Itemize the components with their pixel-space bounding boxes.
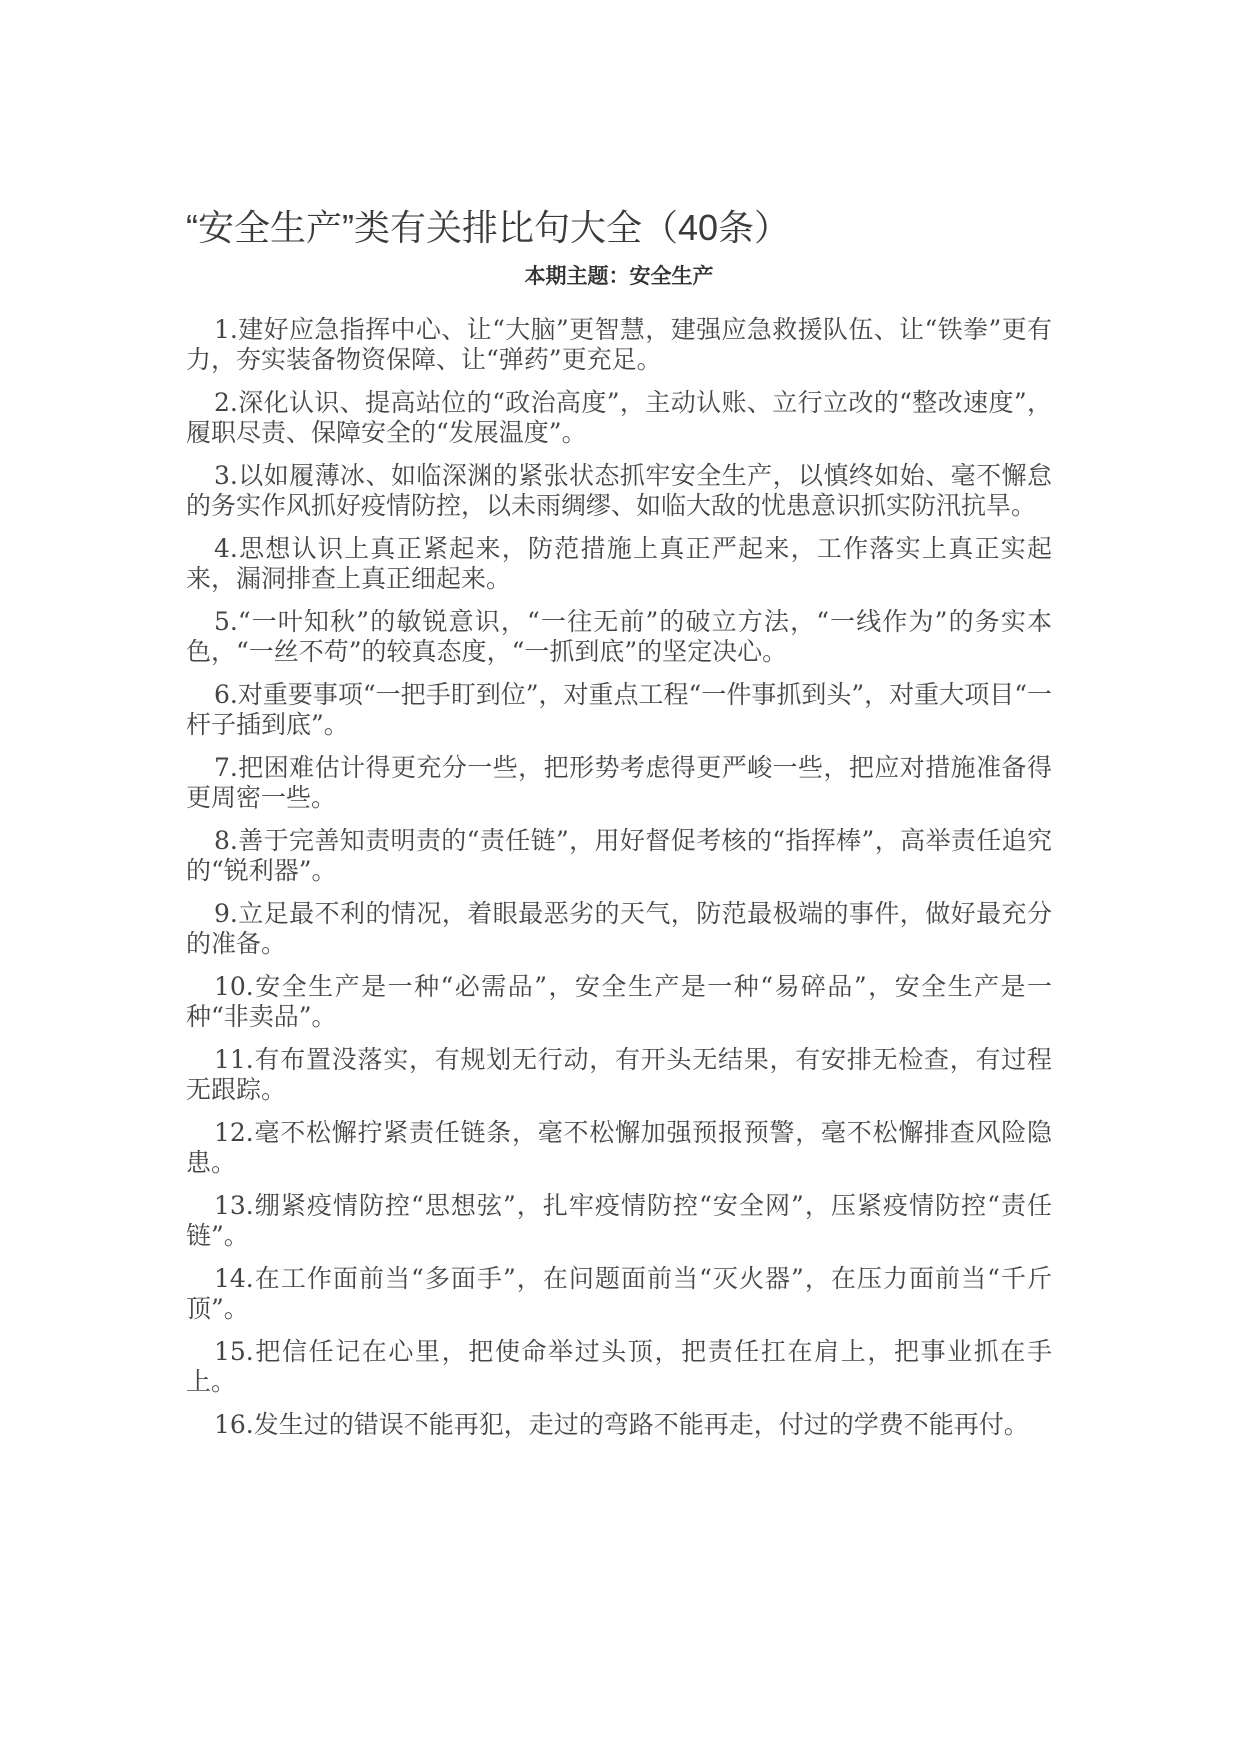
list-item: 4.思想认识上真正紧起来，防范措施上真正严起来，工作落实上真正实起来，漏洞排查上真正细起来。 xyxy=(186,534,1052,593)
list-item: 15.把信任记在心里，把使命举过头顶，把责任扛在肩上，把事业抓在手上。 xyxy=(186,1337,1052,1396)
list-item: 5.“一叶知秋”的敏锐意识，“一往无前”的破立方法，“一线作为”的务实本色，“一丝不苟”的较真态度，“一抓到底”的坚定决心。 xyxy=(186,607,1052,666)
list-item: 3.以如履薄冰、如临深渊的紧张状态抓牢安全生产，以慎终如始、毫不懈怠的务实作风抓好疫情防控，以未雨绸缪、如临大敌的忧患意识抓实防汛抗旱。 xyxy=(186,461,1052,520)
list-item: 14.在工作面前当“多面手”，在问题面前当“灭火器”，在压力面前当“千斤顶”。 xyxy=(186,1264,1052,1323)
document-subtitle: 本期主题：安全生产 xyxy=(524,265,714,288)
list-item: 1.建好应急指挥中心、让“大脑”更智慧，建强应急救援队伍、让“铁拳”更有力，夯实装备物资保障、让“弹药”更充足。 xyxy=(186,315,1052,374)
list-item: 12.毫不松懈拧紧责任链条，毫不松懈加强预报预警，毫不松懈排查风险隐患。 xyxy=(186,1118,1052,1177)
list-item: 9.立足最不利的情况，着眼最恶劣的天气，防范最极端的事件，做好最充分的准备。 xyxy=(186,899,1052,958)
document-body xyxy=(186,315,1052,1453)
list-item: 13.绷紧疫情防控“思想弦”，扎牢疫情防控“安全网”，压紧疫情防控“责任链”。 xyxy=(186,1191,1052,1250)
list-item: 8.善于完善知责明责的“责任链”，用好督促考核的“指挥棒”，高举责任追究的“锐利器”。 xyxy=(186,826,1052,885)
list-item: 11.有布置没落实，有规划无行动，有开头无结果，有安排无检查，有过程无跟踪。 xyxy=(186,1045,1052,1104)
list-item: 7.把困难估计得更充分一些，把形势考虑得更严峻一些，把应对措施准备得更周密一些。 xyxy=(186,753,1052,812)
list-item: 16.发生过的错误不能再犯，走过的弯路不能再走，付过的学费不能再付。 xyxy=(214,1410,1029,1439)
list-item: 10.安全生产是一种“必需品”，安全生产是一种“易碎品”，安全生产是一种“非卖品”。 xyxy=(186,972,1052,1031)
document-title: “安全生产”类有关排比句大全（40条） xyxy=(186,207,791,248)
list-item: 2.深化认识、提高站位的“政治高度”，主动认账、立行立改的“整改速度”，履职尽责、保障安全的“发展温度”。 xyxy=(186,388,1052,447)
list-item: 6.对重要事项“一把手盯到位”，对重点工程“一件事抓到头”，对重大项目“一杆子插到底”。 xyxy=(186,680,1052,739)
